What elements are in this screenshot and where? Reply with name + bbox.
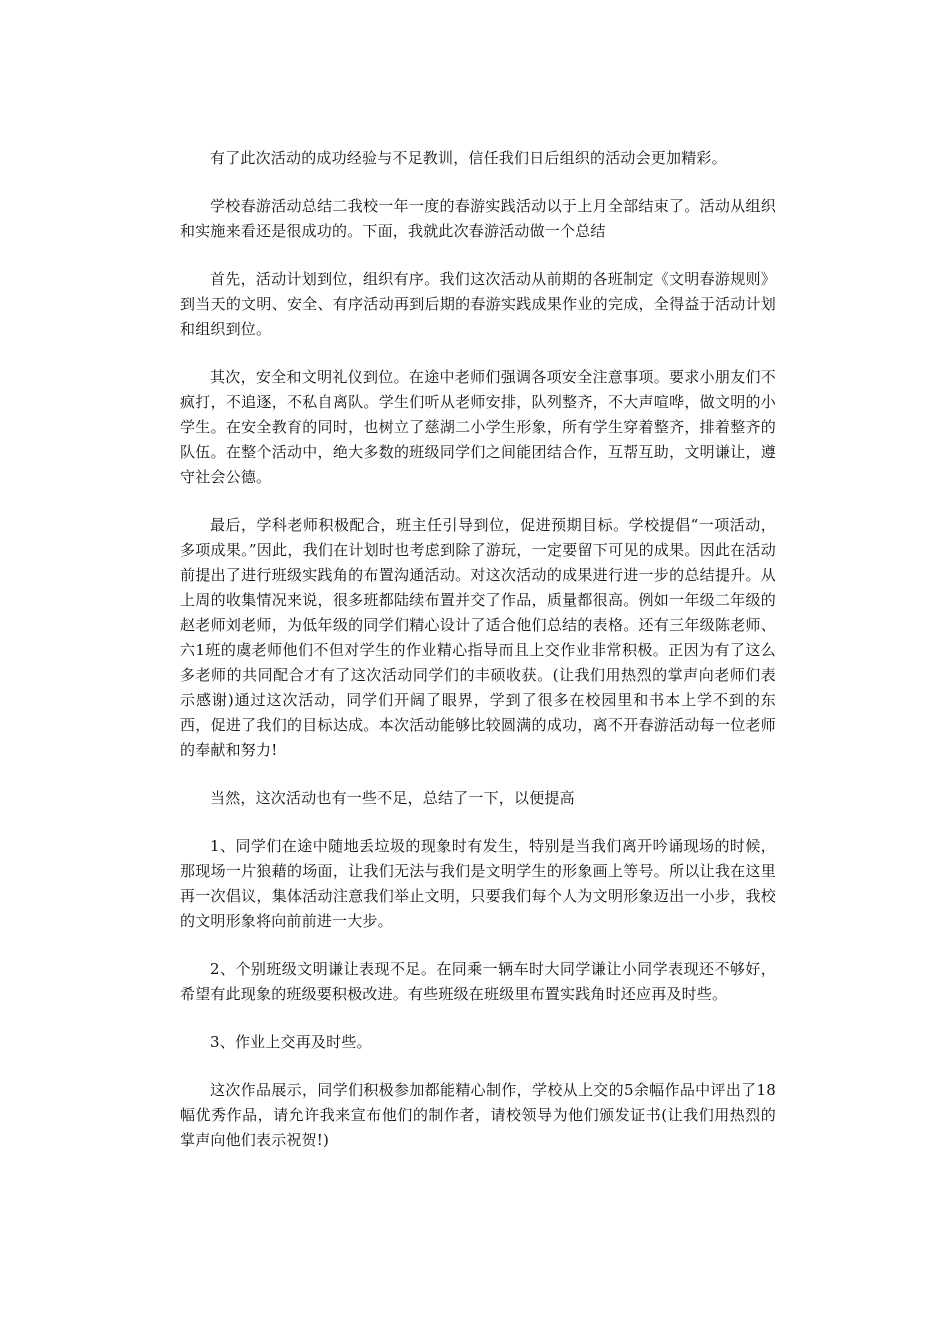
paragraph-conclusion: 有了此次活动的成功经验与不足教训，信任我们日后组织的活动会更加精彩。 — [210, 149, 727, 167]
paragraph-shortcomings-intro: 当然，这次活动也有一些不足，总结了一下，以便提高 — [210, 789, 575, 807]
paragraph-second-point: 其次，安全和文明礼仪到位。在途中老师们强调各项安全注意事项。要求小朋友们不疯打，不追逐，不私自离队。学生们听从老师安排，队列整齐，不大声喧哗，做文明的小学生。在安全教育的同时，也树立了慈湖二小学生形象，所有学生穿着整齐，排着整齐的队伍。在整个活动中，绝大多数的班级同学们之间能团结合作，互帮互助，文明谦让，遵守社会公德。 — [180, 368, 776, 486]
paragraph-summary-intro: 学校春游活动总结二我校一年一度的春游实践活动以于上月全部结束了。活动从组织和实施来看还是很成功的。下面，我就此次春游活动做一个总结 — [180, 197, 776, 240]
paragraph-third-point: 最后，学科老师积极配合，班主任引导到位，促进预期目标。学校提倡“一项活动，多项成果。”因此，我们在计划时也考虑到除了游玩，一定要留下可见的成果。因此在活动前提出了进行班级实践角的布置沟通活动。对这次活动的成果进行进一步的总结提升。从上周的收集情况来说，很多班都陆续布置并交了作品，质量都很高。例如一年级二年级的赵老师刘老师，为低年级的同学们精心设计了适合他们总结的表格。还有三年级陈老师、六1班的虞老师他们不但对学生的作业精心指导而且上交作业非常积极。正因为有了这么多老师的共同配合才有了这次活动同学们的丰硕收获。(让我们用热烈的掌声向老师们表示感谢)通过这次活动，同学们开阔了眼界，学到了很多在校园里和书本上学不到的东西，促进了我们的目标达成。本次活动能够比较圆满的成功，离不开春游活动每一位老师的奉献和努力! — [180, 516, 776, 759]
paragraph-first-point: 首先，活动计划到位，组织有序。我们这次活动从前期的各班制定《文明春游规则》到当天的文明、安全、有序活动再到后期的春游实践成果作业的完成，全得益于活动计划和组织到位。 — [180, 270, 776, 338]
document-body — [180, 146, 776, 1176]
paragraph-shortcoming-3: 3、作业上交再及时些。 — [210, 1033, 372, 1051]
paragraph-shortcoming-1: 1、同学们在途中随地丢垃圾的现象时有发生，特别是当我们离开吟诵现场的时候，那现场一片狼藉的场面，让我们无法与我们是文明学生的形象画上等号。所以让我在这里再一次倡议，集体活动注意我们举止文明，只要我们每个人为文明形象迈出一小步，我校的文明形象将向前前进一大步。 — [180, 837, 776, 930]
paragraph-shortcoming-2: 2、个别班级文明谦让表现不足。在同乘一辆车时大同学谦让小同学表现还不够好，希望有此现象的班级要积极改进。有些班级在班级里布置实践角时还应再及时些。 — [180, 960, 776, 1003]
paragraph-awards: 这次作品展示，同学们积极参加都能精心制作，学校从上交的5余幅作品中评出了18幅优秀作品，请允许我来宣布他们的制作者，请校领导为他们颁发证书(让我们用热烈的掌声向他们表示祝贺!) — [180, 1081, 776, 1149]
